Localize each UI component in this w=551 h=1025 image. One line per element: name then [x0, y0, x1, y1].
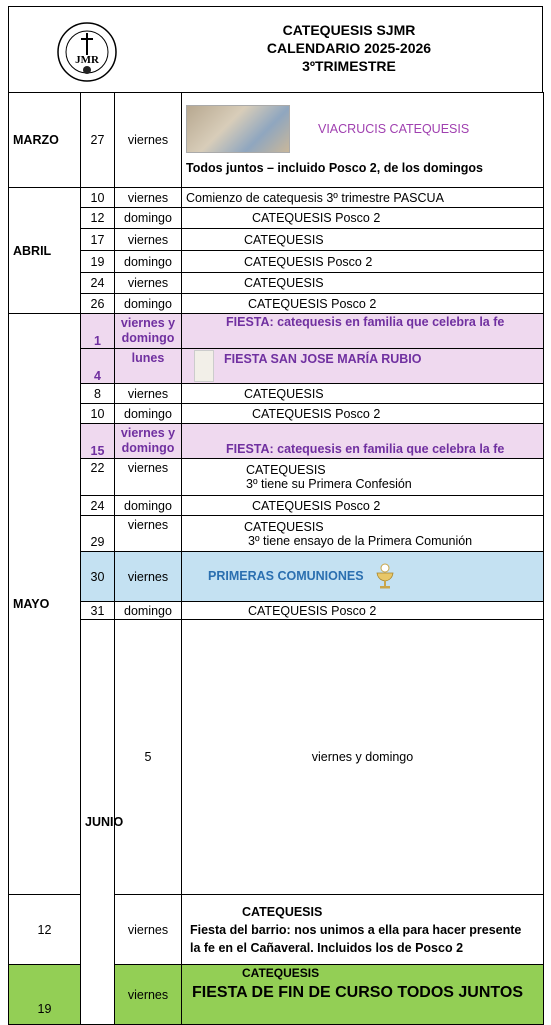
- weekday-cell: viernes y domingo: [115, 424, 182, 459]
- event-title: CATEQUESIS: [242, 966, 320, 980]
- month-cell: JUNIO: [81, 620, 115, 1025]
- day-cell: 8: [81, 384, 115, 404]
- event-cell: CATEQUESIS Posco 2: [182, 602, 544, 620]
- table-row: [9, 552, 544, 602]
- table-row: [9, 208, 544, 229]
- table-row: [9, 496, 544, 516]
- saint-image: [194, 350, 214, 382]
- table-row: [9, 294, 544, 314]
- event-note: 3º tiene ensayo de la Primera Comunión: [248, 533, 473, 548]
- event-note-2: la fe en el Cañaveral. Incluidos los de Posco 2: [190, 940, 464, 955]
- parish-seal-logo: [56, 21, 118, 83]
- day-cell: 1: [81, 314, 115, 349]
- event-title: CATEQUESIS: [244, 519, 324, 534]
- day-cell: 5: [115, 620, 182, 895]
- event-note: 3º tiene su Primera Confesión: [246, 477, 412, 491]
- event-cell: CATEQUESIS: [182, 229, 544, 251]
- event-title: VIACRUCIS CATEQUESIS: [318, 122, 470, 136]
- day-cell: 15: [81, 424, 115, 459]
- table-row: [9, 251, 544, 273]
- table-row: [9, 229, 544, 251]
- event-cell: [182, 895, 544, 965]
- event-cell: Comienzo de catequesis 3º trimestre PASCUA: [182, 188, 544, 208]
- day-cell: 10: [81, 188, 115, 208]
- weekday-cell: viernes y domingo: [182, 620, 544, 895]
- month-cell: MARZO: [9, 93, 81, 188]
- event-cell: FIESTA: catequesis en familia que celebra la fe: [182, 424, 544, 459]
- header-line-2: CALENDARIO 2025-2026: [266, 40, 432, 56]
- table-row: [9, 459, 544, 496]
- weekday-cell: domingo: [115, 496, 182, 516]
- day-cell: 24: [81, 273, 115, 294]
- day-cell: 12: [9, 895, 81, 965]
- event-title: PRIMERAS COMUNIONES: [208, 568, 364, 583]
- event-cell: [182, 349, 544, 384]
- event-cell: [182, 516, 544, 552]
- event-cell: CATEQUESIS Posco 2: [182, 294, 544, 314]
- chalice-icon: [373, 563, 397, 591]
- day-cell: 27: [81, 93, 115, 188]
- month-cell: MAYO: [9, 314, 81, 895]
- calendar-table: [8, 92, 544, 1025]
- event-title: CATEQUESIS: [246, 463, 326, 477]
- day-cell: 26: [81, 294, 115, 314]
- calendar-page: [8, 6, 543, 1016]
- event-cell: FIESTA: catequesis en familia que celebra la fe: [182, 314, 544, 349]
- weekday-cell: viernes: [115, 552, 182, 602]
- day-cell: 19: [9, 965, 81, 1025]
- weekday-cell: domingo: [115, 208, 182, 229]
- svg-text:JMR: JMR: [75, 54, 99, 66]
- weekday-cell: domingo: [115, 602, 182, 620]
- table-row: [9, 273, 544, 294]
- day-cell: 31: [81, 602, 115, 620]
- weekday-cell: domingo: [115, 294, 182, 314]
- event-note: Todos juntos – incluido Posco 2, de los domingos: [186, 161, 484, 175]
- weekday-cell: viernes: [115, 188, 182, 208]
- weekday-cell: lunes: [115, 349, 182, 384]
- table-row: [9, 424, 544, 459]
- weekday-cell: viernes: [115, 93, 182, 188]
- weekday-cell: viernes: [115, 229, 182, 251]
- event-title: FIESTA SAN JOSE MARÍA RUBIO: [224, 352, 422, 366]
- event-title: CATEQUESIS: [242, 904, 323, 919]
- weekday-cell: viernes: [115, 384, 182, 404]
- header-line-1: CATEQUESIS SJMR: [282, 22, 416, 38]
- weekday-cell: viernes: [115, 273, 182, 294]
- month-cell: ABRIL: [9, 188, 81, 314]
- event-cell: [182, 93, 544, 188]
- event-cell: CATEQUESIS Posco 2: [182, 251, 544, 273]
- event-note: FIESTA DE FIN DE CURSO TODOS JUNTOS: [192, 984, 523, 1001]
- weekday-cell: viernes: [115, 459, 182, 496]
- table-row: [9, 349, 544, 384]
- day-cell: 17: [81, 229, 115, 251]
- event-cell: CATEQUESIS Posco 2: [182, 404, 544, 424]
- table-row: [9, 384, 544, 404]
- day-cell: 4: [81, 349, 115, 384]
- table-row: [9, 314, 544, 349]
- day-cell: 12: [81, 208, 115, 229]
- day-cell: 19: [81, 251, 115, 273]
- header-line-3: 3ºTRIMESTRE: [302, 58, 396, 74]
- viacrucis-image: [186, 105, 290, 153]
- header-title: [179, 21, 519, 75]
- event-cell: [182, 552, 544, 602]
- table-row: [9, 188, 544, 208]
- day-cell: 10: [81, 404, 115, 424]
- event-cell: [182, 459, 544, 496]
- weekday-cell: viernes: [115, 965, 182, 1025]
- table-row: [9, 93, 544, 188]
- weekday-cell: viernes: [115, 516, 182, 552]
- day-cell: 30: [81, 552, 115, 602]
- day-cell: 22: [81, 459, 115, 496]
- table-row: [9, 516, 544, 552]
- weekday-cell: domingo: [115, 404, 182, 424]
- day-cell: 29: [81, 516, 115, 552]
- weekday-cell: domingo: [115, 251, 182, 273]
- event-cell: [182, 965, 544, 1025]
- table-row: [9, 602, 544, 620]
- day-cell: 24: [81, 496, 115, 516]
- weekday-cell: viernes y domingo: [115, 314, 182, 349]
- weekday-cell: viernes: [115, 895, 182, 965]
- table-row: [9, 620, 544, 895]
- event-note: Fiesta del barrio: nos unimos a ella para hacer presente: [190, 922, 522, 937]
- table-row: [9, 404, 544, 424]
- header: [8, 6, 543, 93]
- event-cell: CATEQUESIS: [182, 384, 544, 404]
- event-cell: CATEQUESIS: [182, 273, 544, 294]
- event-cell: CATEQUESIS Posco 2: [182, 496, 544, 516]
- event-cell: CATEQUESIS Posco 2: [182, 208, 544, 229]
